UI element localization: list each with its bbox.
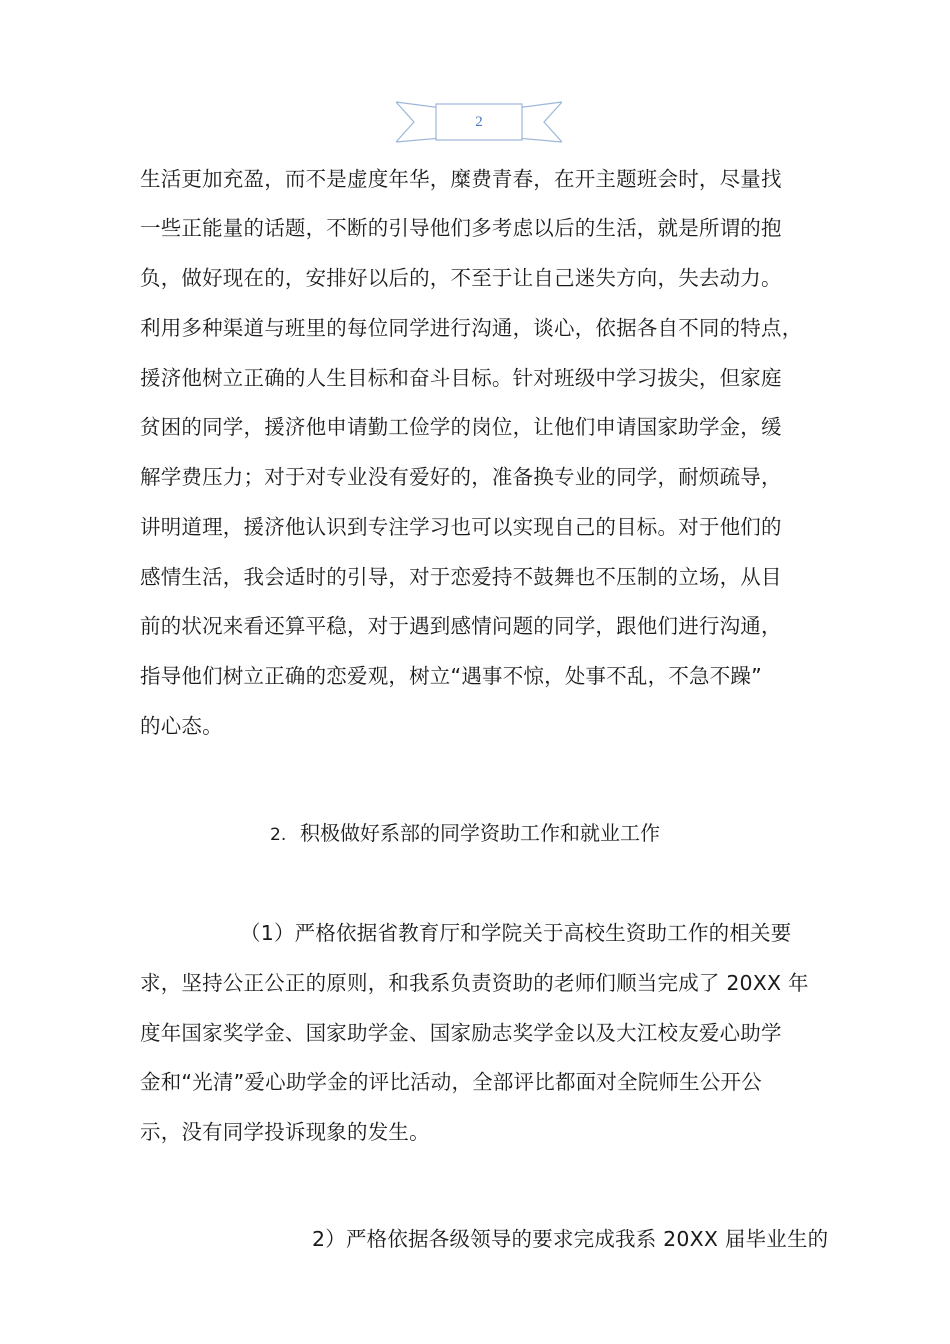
body-text-line: 贫困的同学，援济他申请勤工俭学的岗位，让他们申请国家助学金，缓 xyxy=(140,415,782,439)
body-text-line: 示，没有同学投诉现象的发生。 xyxy=(140,1120,430,1144)
section-title: 积极做好系部的同学资助工作和就业工作 xyxy=(300,821,660,845)
body-text-line: 的心态。 xyxy=(140,714,223,738)
page-number: 2 xyxy=(475,114,483,130)
body-text-line: 指导他们树立正确的恋爱观，树立“遇事不惊，处事不乱，不急不躁” xyxy=(140,664,762,688)
section-heading xyxy=(270,818,660,850)
body-text-line: 负，做好现在的，安排好以后的，不至于让自己迷失方向，失去动力。 xyxy=(140,266,782,290)
body-text-line: 2）严格依据各级领导的要求完成我系 20XX 届毕业生的 xyxy=(312,1227,829,1251)
body-text-line: 解学费压力；对于对专业没有爱好的，准备换专业的同学，耐烦疏导， xyxy=(140,465,782,489)
body-text-line: 利用多种渠道与班里的每位同学进行沟通，谈心，依据各自不同的特点， xyxy=(140,316,803,340)
body-text-line: 讲明道理，援济他认识到专注学习也可以实现自己的目标。对于他们的 xyxy=(140,515,782,539)
section-number: 2. xyxy=(270,825,287,845)
body-text-line: 求，坚持公正公正的原则，和我系负责资助的老师们顺当完成了 20XX 年 xyxy=(140,971,809,995)
body-text-line: 生活更加充盈，而不是虚度年华，糜费青春，在开主题班会时，尽量找 xyxy=(140,167,782,191)
page-number-ribbon xyxy=(396,98,562,146)
body-text-line: 感情生活，我会适时的引导，对于恋爱持不鼓舞也不压制的立场，从目 xyxy=(140,565,782,589)
body-text-line: 一些正能量的话题，不断的引导他们多考虑以后的生活，就是所谓的抱 xyxy=(140,216,782,240)
body-text-line: 前的状况来看还算平稳，对于遇到感情问题的同学，跟他们进行沟通， xyxy=(140,614,782,638)
body-text-line: 金和“光清”爱心助学金的评比活动，全部评比都面对全院师生公开公 xyxy=(140,1070,762,1094)
body-text-line: 援济他树立正确的人生目标和奋斗目标。针对班级中学习拔尖，但家庭 xyxy=(140,366,782,390)
body-text-line: 度年国家奖学金、国家助学金、国家励志奖学金以及大江校友爱心助学 xyxy=(140,1021,782,1045)
body-text-line: （1）严格依据省教育厅和学院关于高校生资助工作的相关要 xyxy=(240,921,792,945)
